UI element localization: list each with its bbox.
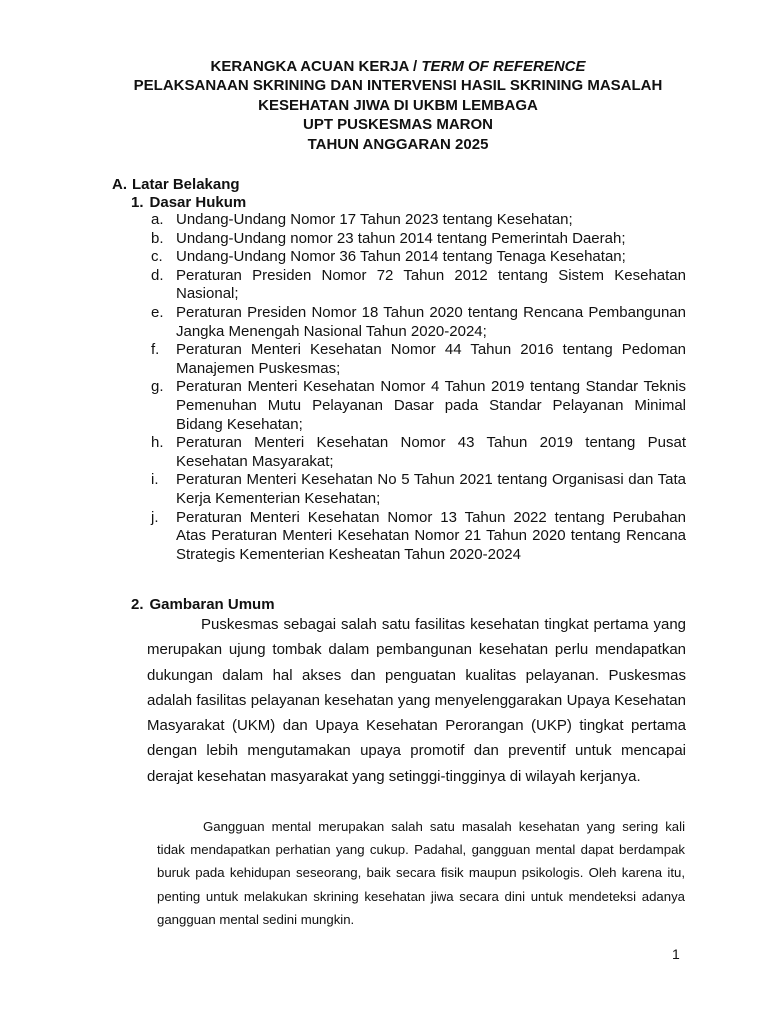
section-a-heading: A. Latar Belakang <box>112 176 240 193</box>
title-italic: TERM OF REFERENCE <box>421 58 586 75</box>
page-number: 1 <box>672 946 680 962</box>
list-item: f. Peraturan Menteri Kesehatan Nomor 44 Tahun 2016 tentang Pedoman Manajemen Puskesmas; <box>151 341 686 377</box>
title-line-2: PELAKSANAAN SKRINING DAN INTERVENSI HASIL SKRINING MASALAH <box>133 77 663 95</box>
title-line-4: UPT PUSKESMAS MARON <box>302 116 493 134</box>
list-item: j. Peraturan Menteri Kesehatan Nomor 13 Tahun 2022 tentang Perubahan Atas Peraturan Menteri Kesehatan Nomor 21 Tahun 2020 tentang Rencana Strategis Kementerian Kesheatan Tahun 2020-2024 <box>151 508 686 563</box>
title-line-5: TAHUN ANGGARAN 2025 <box>307 135 489 153</box>
list-item: e. Peraturan Presiden Nomor 18 Tahun 2020 tentang Rencana Pembangunan Jangka Menengah Nasional Tahun 2020-2024; <box>151 303 686 340</box>
list-item: h. Peraturan Menteri Kesehatan Nomor 43 Tahun 2019 tentang Pusat Kesehatan Masyarakat; <box>151 434 686 470</box>
legal-basis-list <box>146 211 686 564</box>
overview-paragraph-2: Gangguan mental merupakan salah satu masalah kesehatan yang sering kali tidak mendapatkan perhatian yang cukup. Padahal, gangguan mental dapat berdampak buruk pada kehidupan seseorang, baik secara fisik maupun psikologis. Oleh karena itu, penting untuk melakukan skrining kesehatan jiwa secara dini untuk mendeteksi adanya gangguan mental sedini mungkin. <box>157 819 685 927</box>
list-item: a. Undang-Undang Nomor 17 Tahun 2023 tentang Kesehatan; <box>151 211 573 228</box>
document-title <box>60 57 736 154</box>
title-line-3: KESEHATAN JIWA DI UKBM LEMBAGA <box>258 96 538 114</box>
list-item: b. Undang-Undang nomor 23 tahun 2014 tentang Pemerintah Daerah; <box>151 229 626 247</box>
subsection-1-heading: 1. Dasar Hukum <box>131 194 247 211</box>
list-item: i. Peraturan Menteri Kesehatan No 5 Tahun 2021 tentang Organisasi dan Tata Kerja Kementerian Kesehatan; <box>151 471 686 507</box>
overview-paragraph-1: Puskesmas sebagai salah satu fasilitas kesehatan tingkat pertama yang merupakan ujung tombak dalam pembangunan kesehatan perlu mendapatkan dukungan dalam hal akses dan penguatan kualitas pelayanan. Puskesmas adalah fasilitas pelayanan kesehatan yang menyelenggarakan Upaya Kesehatan Masyarakat (UKM) dan Upaya Kesehatan Perorangan (UKP) tingkat pertama dengan lebih mengutamakan upaya promotif dan preventif untuk mencapai derajat kesehatan masyarakat yang setinggi-tingginya di wilayah kerjanya. <box>147 616 686 785</box>
subsection-2-heading: 2. Gambaran Umum <box>131 596 275 613</box>
list-item: g. Peraturan Menteri Kesehatan Nomor 4 Tahun 2019 tentang Standar Teknis Pemenuhan Mutu Pelayanan Dasar pada Standar Pelayanan Minimal Bidang Kesehatan; <box>151 378 686 433</box>
list-item: c. Undang-Undang Nomor 36 Tahun 2014 tentang Tenaga Kesehatan; <box>151 248 626 266</box>
title-line-1: KERANGKA ACUAN KERJA / TERM OF REFERENCE <box>210 58 586 75</box>
list-item: d. Peraturan Presiden Nomor 72 Tahun 2012 tentang Sistem Kesehatan Nasional; <box>151 266 686 303</box>
